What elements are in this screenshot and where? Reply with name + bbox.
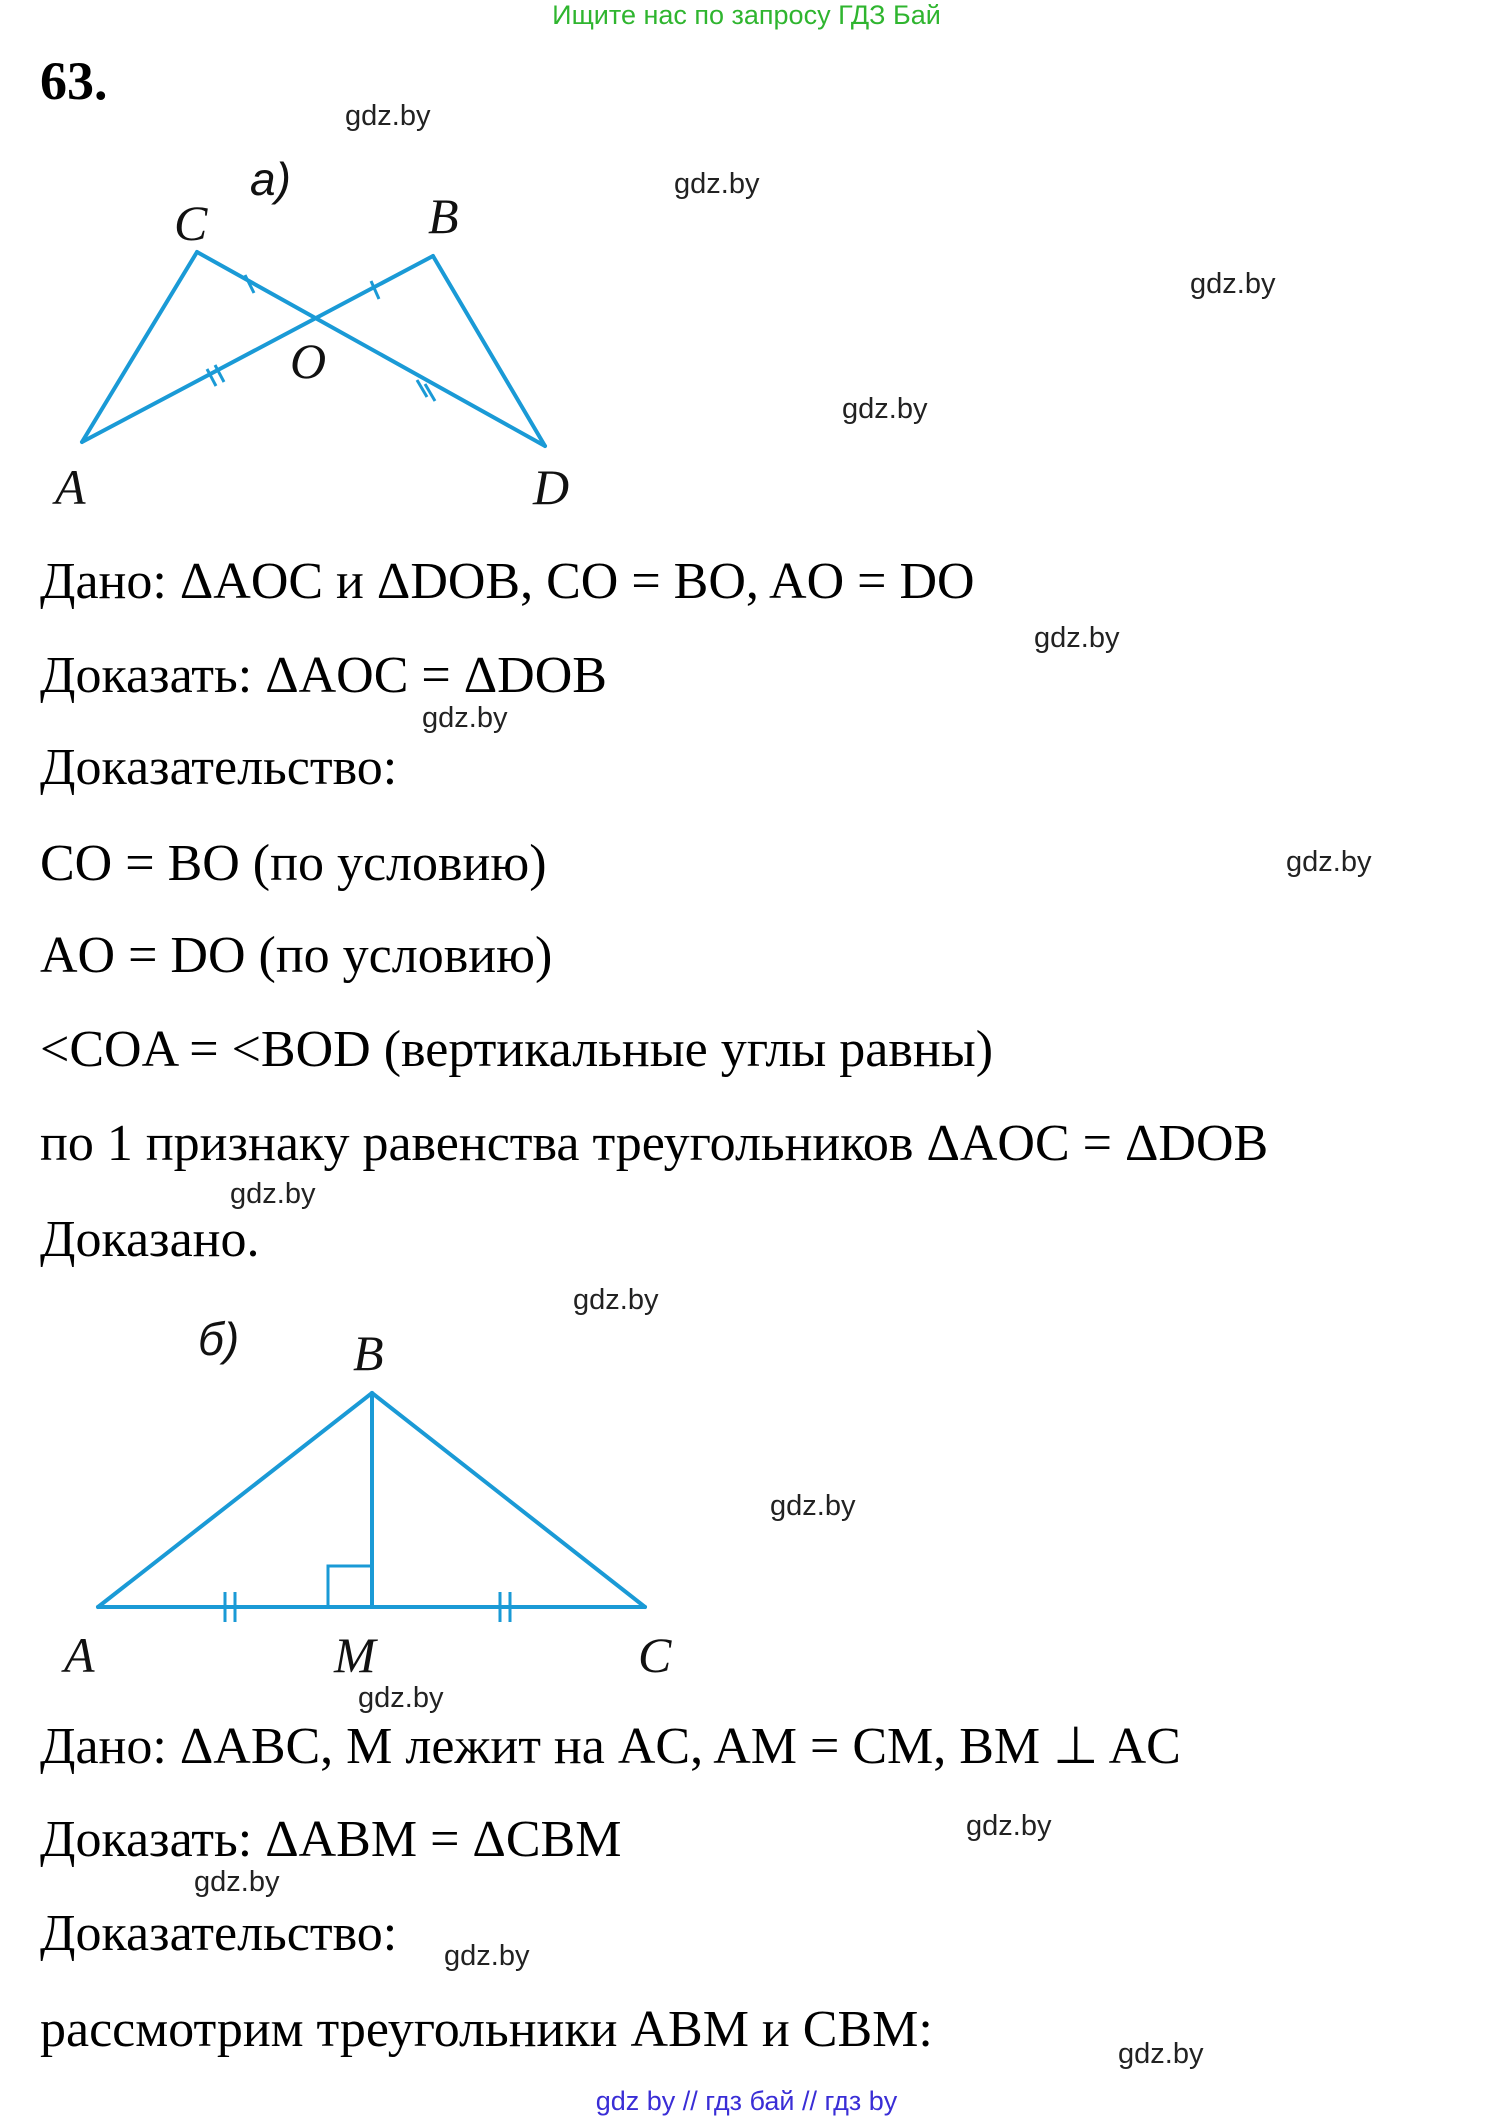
segment-bd [433,256,545,446]
watermark: gdz.by [422,702,508,734]
figure-a-caption: а) [250,153,291,205]
label-o: O [290,333,327,389]
prove-b: Доказать: ΔABM = ΔCBM [40,1811,622,1868]
watermark: gdz.by [194,1866,280,1898]
segment-bc [372,1393,645,1607]
tick-do-1 [417,380,427,397]
conclusion-a: по 1 признаку равенства треугольников ΔAOC = ΔDOB [40,1115,1269,1172]
figure-b [0,1310,700,1690]
watermark: gdz.by [1118,2038,1204,2070]
label-c: C [174,195,208,251]
figure-a [0,140,640,520]
figure-b-caption: б) [198,1313,240,1365]
watermark: gdz.by [444,1940,530,1972]
top-banner: Ищите нас по запросу ГДЗ Бай [552,0,941,30]
tick-do-2 [425,384,435,401]
proof-title-b: Доказательство: [40,1905,398,1962]
step-a-3: <COA = <BOD (вертикальные углы равны) [40,1021,994,1078]
watermark: gdz.by [966,1810,1052,1842]
figure-b-marks [225,1566,510,1622]
footer: gdz by // гдз бай // гдз by [595,2086,898,2116]
step-b-1: рассмотрим треугольники ABM и CBM: [40,2001,933,2058]
label-c: C [638,1627,672,1683]
figure-b-lines [98,1393,645,1607]
watermark: gdz.by [1190,268,1276,300]
watermark: gdz.by [345,100,431,132]
watermark: gdz.by [230,1178,316,1210]
watermark: gdz.by [770,1490,856,1522]
task-number: 63. [40,51,108,111]
watermark: gdz.by [842,393,928,425]
label-m: M [334,1627,376,1683]
label-b: B [428,188,459,244]
given-a: Дано: ΔAOC и ΔDOB, CO = BO, AO = DO [40,553,975,610]
watermark: gdz.by [573,1284,659,1316]
done-a: Доказано. [40,1211,260,1268]
watermark: gdz.by [674,168,760,200]
watermark: gdz.by [1286,846,1372,878]
segment-ab [98,1393,372,1607]
label-a: A [55,459,86,515]
right-angle-mark [328,1566,372,1607]
watermark: gdz.by [1034,622,1120,654]
label-b: B [353,1325,384,1381]
watermark: gdz.by [358,1682,444,1714]
label-a: A [64,1627,95,1683]
prove-a: Доказать: ΔAOC = ΔDOB [40,647,607,704]
proof-title-a: Доказательство: [40,739,398,796]
step-a-2: AO = DO (по условию) [40,927,553,984]
given-b: Дано: ΔABC, M лежит на AC, AM = CM, BM ⊥ AC [40,1718,1181,1775]
label-d: D [533,459,570,515]
step-a-1: CO = BO (по условию) [40,835,547,892]
